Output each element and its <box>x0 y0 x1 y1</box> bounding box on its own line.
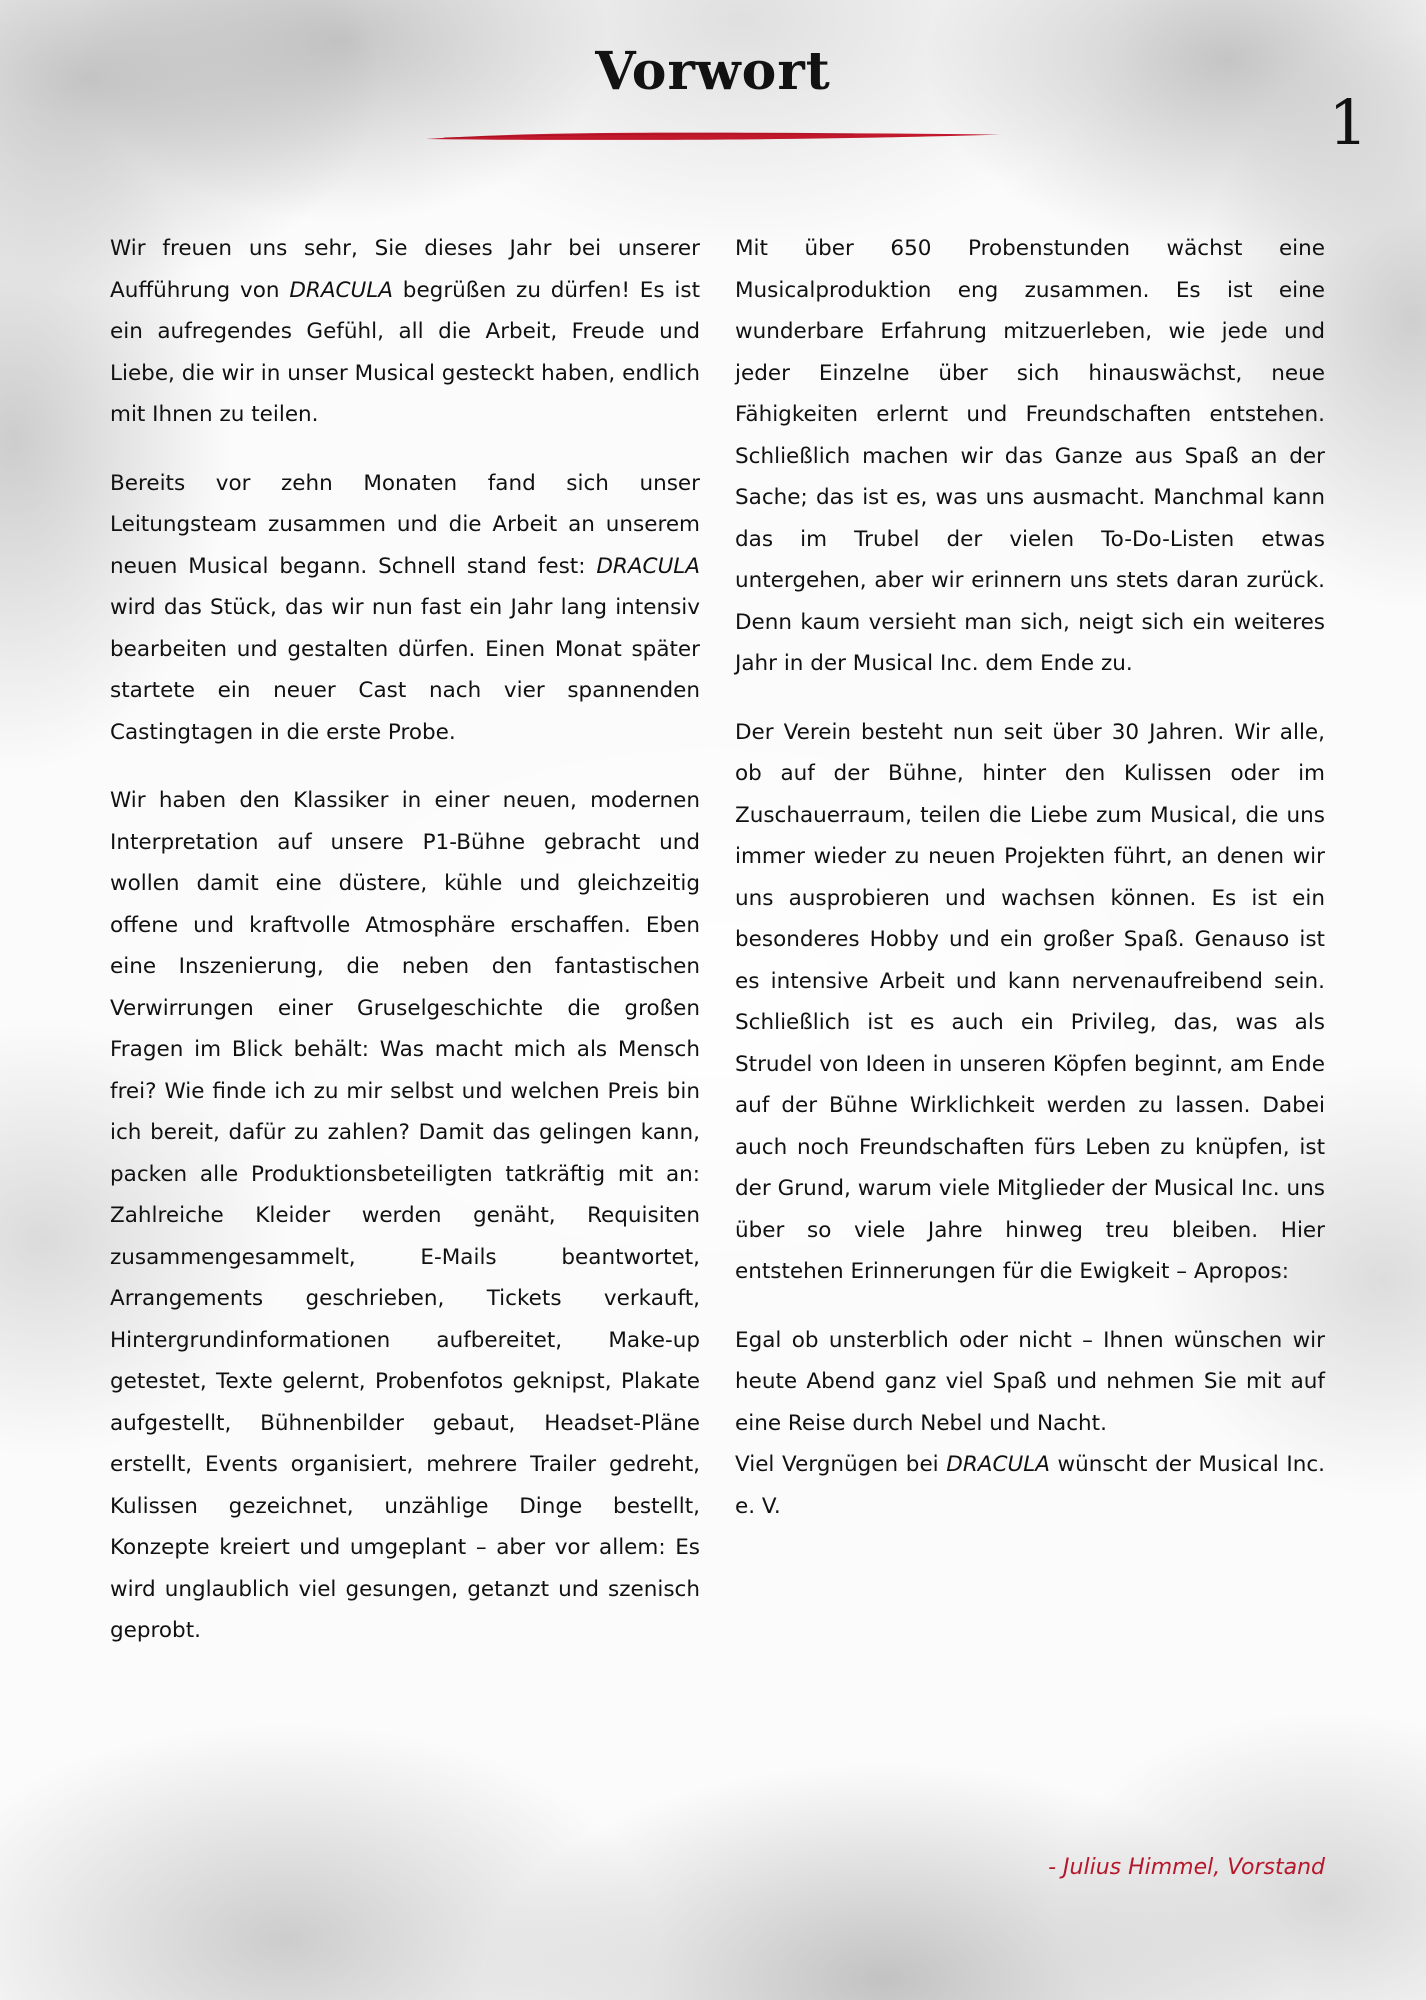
title-underline-brush <box>424 128 1002 144</box>
text-run: Viel Vergnügen bei <box>735 1452 947 1477</box>
page-header <box>0 41 1426 159</box>
paragraph <box>735 1320 1325 1445</box>
text-run: begrüßen zu dürfen! Es ist ein aufregendes Gefühl, all die Arbeit, Freude und Liebe, die wir in unser Musical gesteckt haben, endlich mit Ihnen zu teilen. <box>110 277 701 427</box>
page-number: 1 <box>1328 86 1368 159</box>
text-run: Mit über 650 Probenstunden wächst eine Musicalproduktion eng zusammen. Es ist eine wunderbare Erfahrung mitzuerleben, wie jede und jeder Einzelne über sich hinauswächst, neue Fähigkeiten erlernt und Freundschaften entstehen. Schließlich machen wir das Ganze aus Spaß an der Sache; das ist es, was uns ausmacht. Manchmal kann das im Trubel der vielen To-Do-Listen etwas untergehen, aber wir erinnern uns stets daran zurück. Denn kaum versieht man sich, neigt sich ein weiteres Jahr in der Musical Inc. dem Ende zu. <box>735 236 1325 676</box>
text-run: wünscht der Musical Inc. e. V. <box>735 1452 1326 1519</box>
body-column-left <box>110 228 700 1652</box>
body-column-right <box>735 228 1325 1527</box>
text-run: Wir haben den Klassiker in einer neuen, modernen Interpretation auf unsere P1-Bühne gebracht und wollen damit eine düstere, kühle und gleichzeitig offene und kraftvolle Atmosphäre erschaffen. Eben eine Inszenierung, die neben den fantastischen Verwirrungen einer Gruselgeschichte die großen Fragen im Blick behält: Was macht mich als Mensch frei? Wie finde ich zu mir selbst und welchen Preis bin ich bereit, dafür zu zahlen? Damit das gelingen kann, packen alle Produktionsbeteiligten tatkräftig mit an: Zahlreiche Kleider werden genäht, Requisiten zusammengesammelt, E-Mails beantwortet, Arrangements geschrieben, Tickets verkauft, Hintergrundinformationen aufbereitet, Make-up getestet, Texte gelernt, Probenfotos geknipst, Plakate aufgestellt, Bühnenbilder gebaut, Headset-Pläne erstellt, Events organisiert, mehrere Trailer gedreht, Kulissen gezeichnet, unzählige Dinge bestellt, Konzepte kreiert und umgeplant – aber vor allem: Es wird unglaublich viel gesungen, getanzt und szenisch geprobt. <box>110 788 700 1643</box>
paragraph <box>110 463 700 754</box>
work-title: DRACULA <box>596 553 700 579</box>
work-title: DRACULA <box>946 1452 1050 1477</box>
text-run: Wir freuen uns sehr, Sie dieses Jahr bei unserer Aufführung von <box>110 236 700 303</box>
paragraph <box>735 1444 1325 1527</box>
work-title: DRACULA <box>289 277 393 303</box>
text-run: Bereits vor zehn Monaten fand sich unser Leitungsteam zusammen und die Arbeit an unserem neuen Musical begann. Schnell stand fest: <box>110 470 700 579</box>
paragraph <box>735 228 1325 685</box>
text-run: Der Verein besteht nun seit über 30 Jahren. Wir alle, ob auf der Bühne, hinter den Kulissen oder im Zuschauerraum, teilen die Liebe zum Musical, die uns immer wieder zu neuen Projekten führt, an denen wir uns ausprobieren und wachsen können. Es ist ein besonderes Hobby und ein großer Spaß. Genauso ist es intensive Arbeit und kann nervenaufreibend sein. Schließlich ist es auch ein Privileg, das, was als Strudel von Ideen in unseren Köpfen beginnt, am Ende auf der Bühne Wirklichkeit werden zu lassen. Dabei auch noch Freundschaften fürs Leben zu knüpfen, ist der Grund, warum viele Mitglieder der Musical Inc. uns über so viele Jahre hinweg treu bleiben. Hier entstehen Erinnerungen für die Ewigkeit – Apropos: <box>735 719 1325 1284</box>
text-run: Egal ob unsterblich oder nicht – Ihnen wünschen wir heute Abend ganz viel Spaß und nehmen Sie mit auf eine Reise durch Nebel und Nacht. <box>735 1327 1325 1436</box>
signature: - Julius Himmel, Vorstand <box>1048 1855 1325 1880</box>
paragraph <box>735 712 1325 1293</box>
paragraph <box>110 228 700 436</box>
text-run: wird das Stück, das wir nun fast ein Jahr lang intensiv bearbeiten und gestalten dürfen. Einen Monat später startete ein neuer Cast nach vier spannenden Castingtagen in die erste Probe. <box>110 595 700 745</box>
page-title: Vorwort <box>595 41 831 102</box>
paragraph <box>110 780 700 1652</box>
